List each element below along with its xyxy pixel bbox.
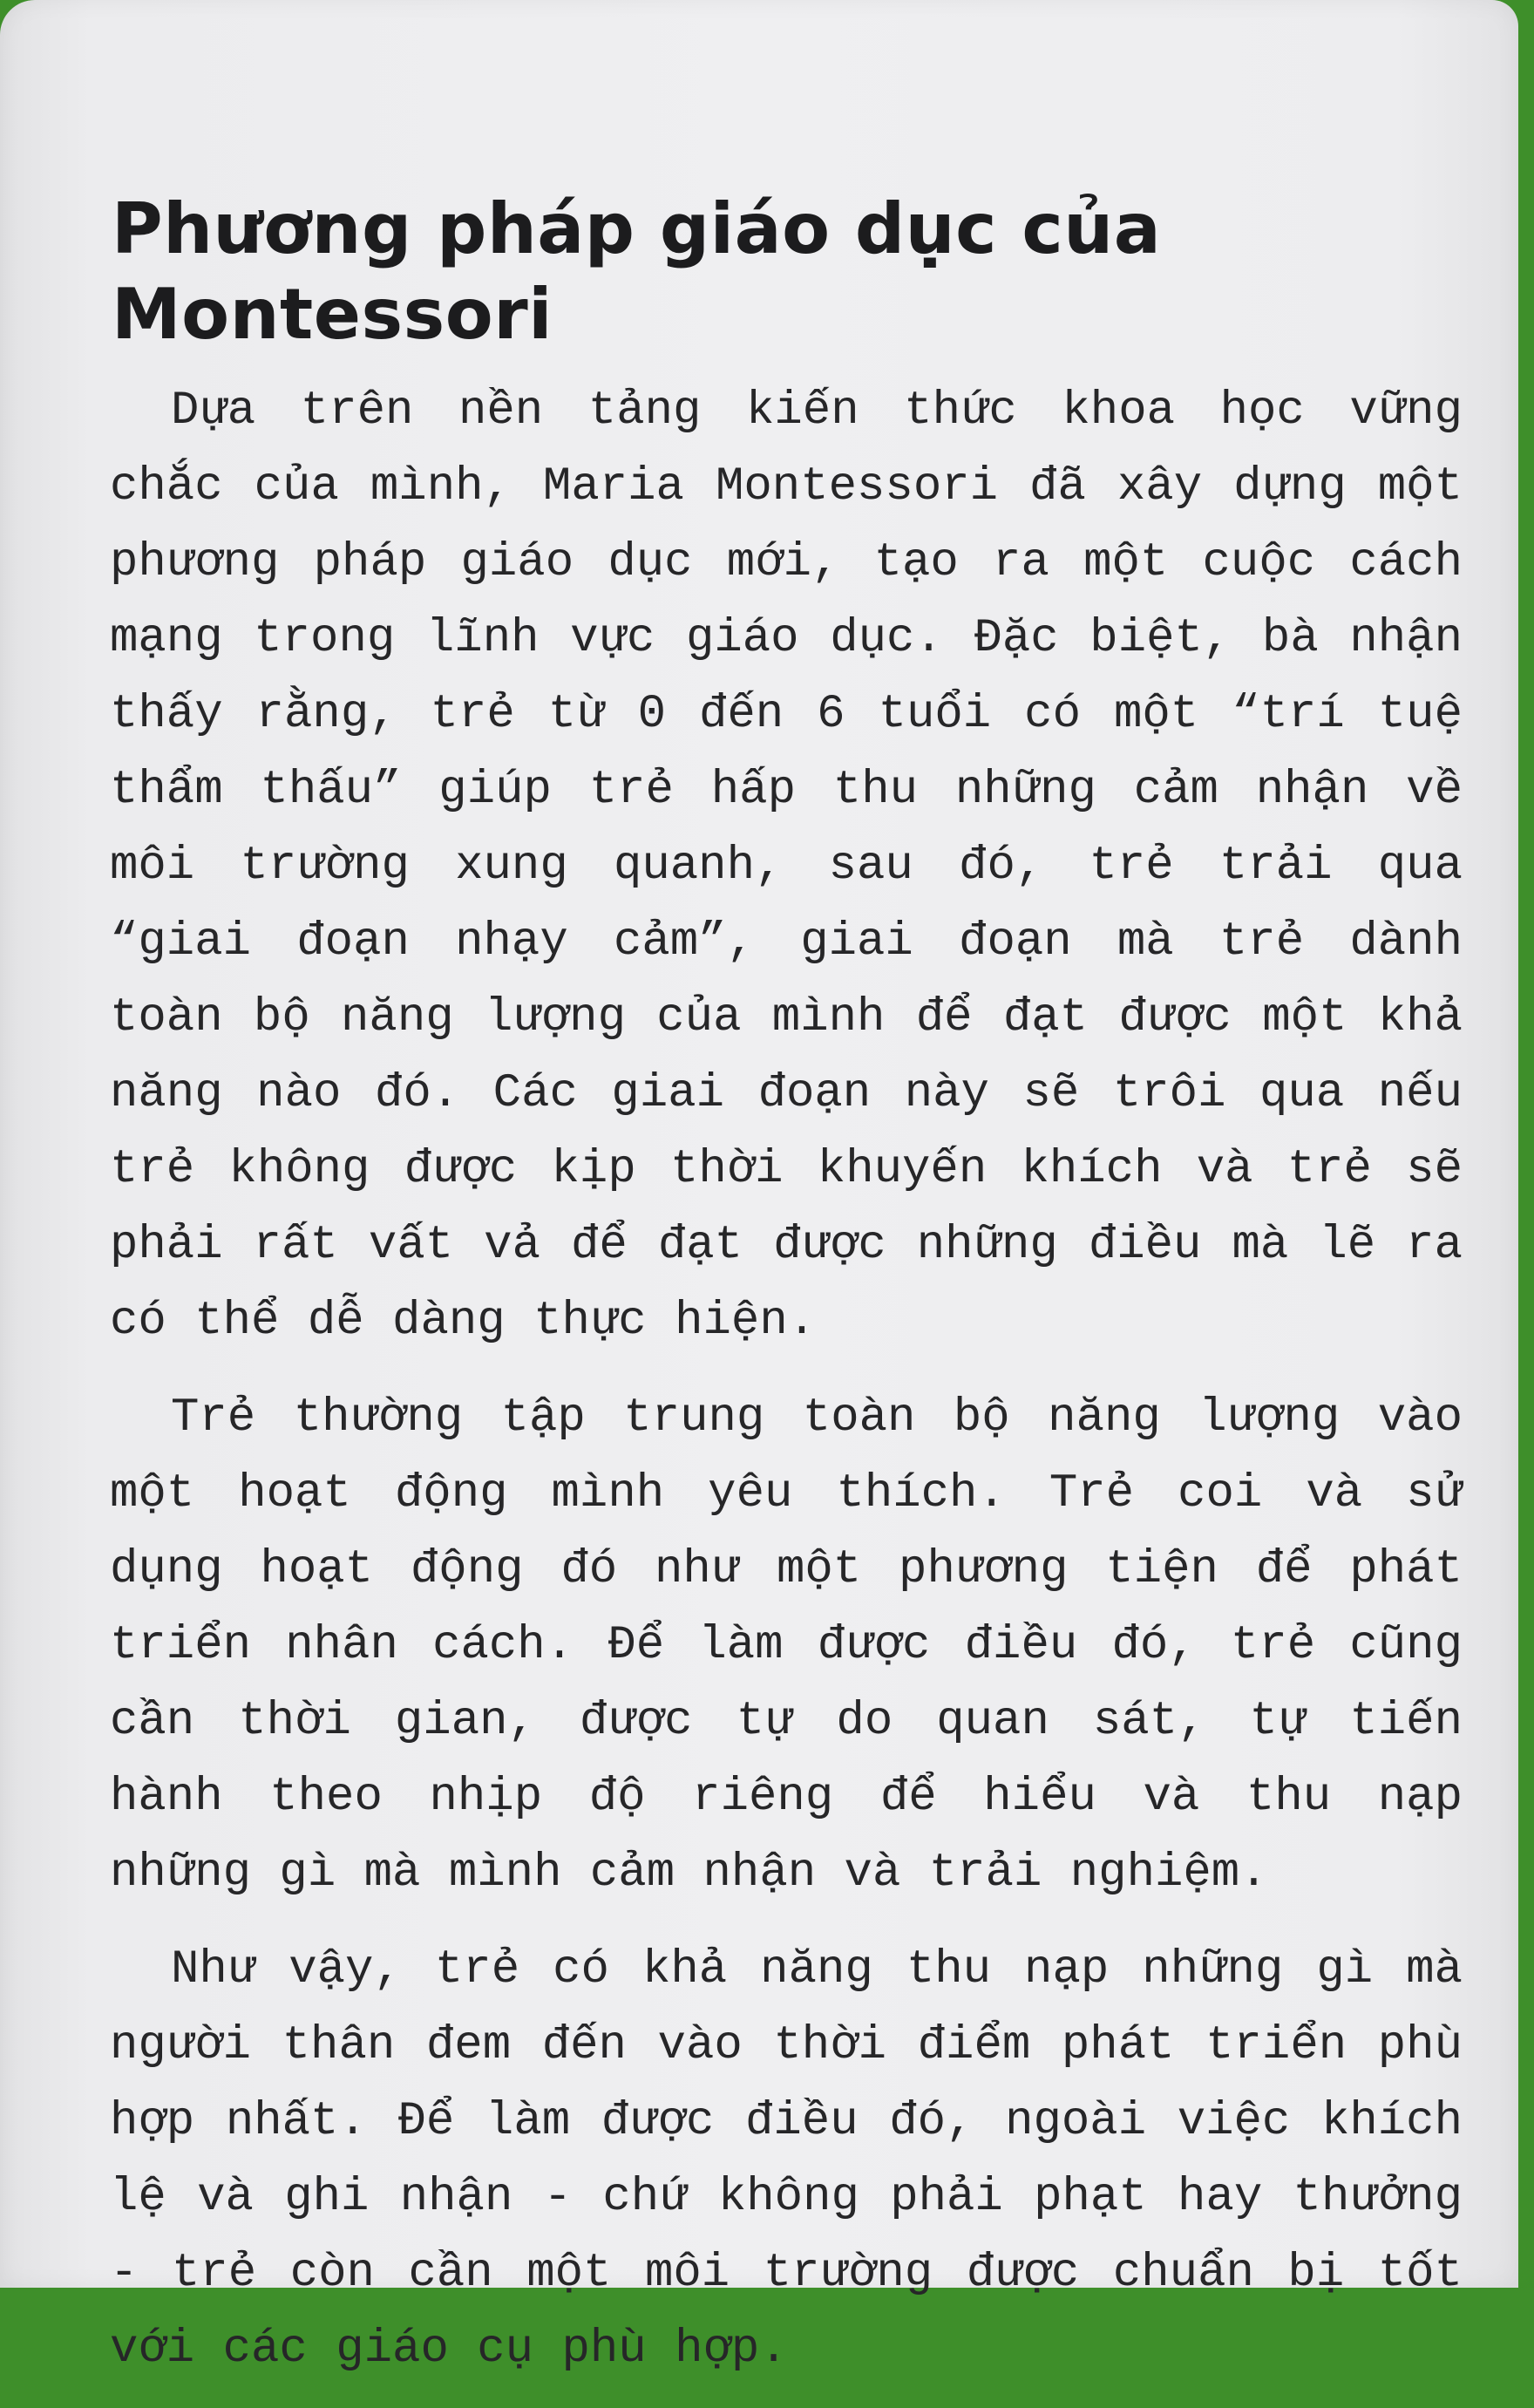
paragraph-1: Dựa trên nền tảng kiến thức khoa học vững chắc của mình, Maria Montessori đã xây dựng một phương pháp giáo dục mới, tạo ra một cuộc cách mạng trong lĩnh vực giáo dục. Đặc biệt, bà nhận thấy rằng, trẻ từ 0 đến 6 tuổi có một “trí tuệ thẩm thấu” giúp trẻ hấp thu những cảm nhận về môi trường xung quanh, sau đó, trẻ trải qua “giai đoạn nhạy cảm”, giai đoạn mà trẻ dành toàn bộ năng lượng của mình để đạt được một khả năng nào đó. Các giai đoạn này sẽ trôi qua nếu trẻ không được kịp thời khuyến khích và trẻ sẽ phải rất vất vả để đạt được những điều mà lẽ ra có thể dễ dàng thực hiện. bbox=[110, 384, 1463, 1348]
body-text bbox=[110, 373, 1463, 2408]
paragraph-2: Trẻ thường tập trung toàn bộ năng lượng vào một hoạt động mình yêu thích. Trẻ coi và sử dụng hoạt động đó như một phương tiện để phát triển nhân cách. Để làm được điều đó, trẻ cũng cần thời gian, được tự do quan sát, tự tiến hành theo nhịp độ riêng để hiểu và thu nạp những gì mà mình cảm nhận và trải nghiệm. bbox=[110, 1391, 1463, 1900]
paragraph-3: Như vậy, trẻ có khả năng thu nạp những gì mà người thân đem đến vào thời điểm phát triển phù hợp nhất. Để làm được điều đó, ngoài việc khích lệ và ghi nhận - chứ không phải phạt hay thưởng - trẻ còn cần một môi trường được chuẩn bị tốt với các giáo cụ phù hợp. bbox=[110, 1943, 1463, 2376]
page-title: Phương pháp giáo dục của Montessori bbox=[112, 188, 1162, 355]
